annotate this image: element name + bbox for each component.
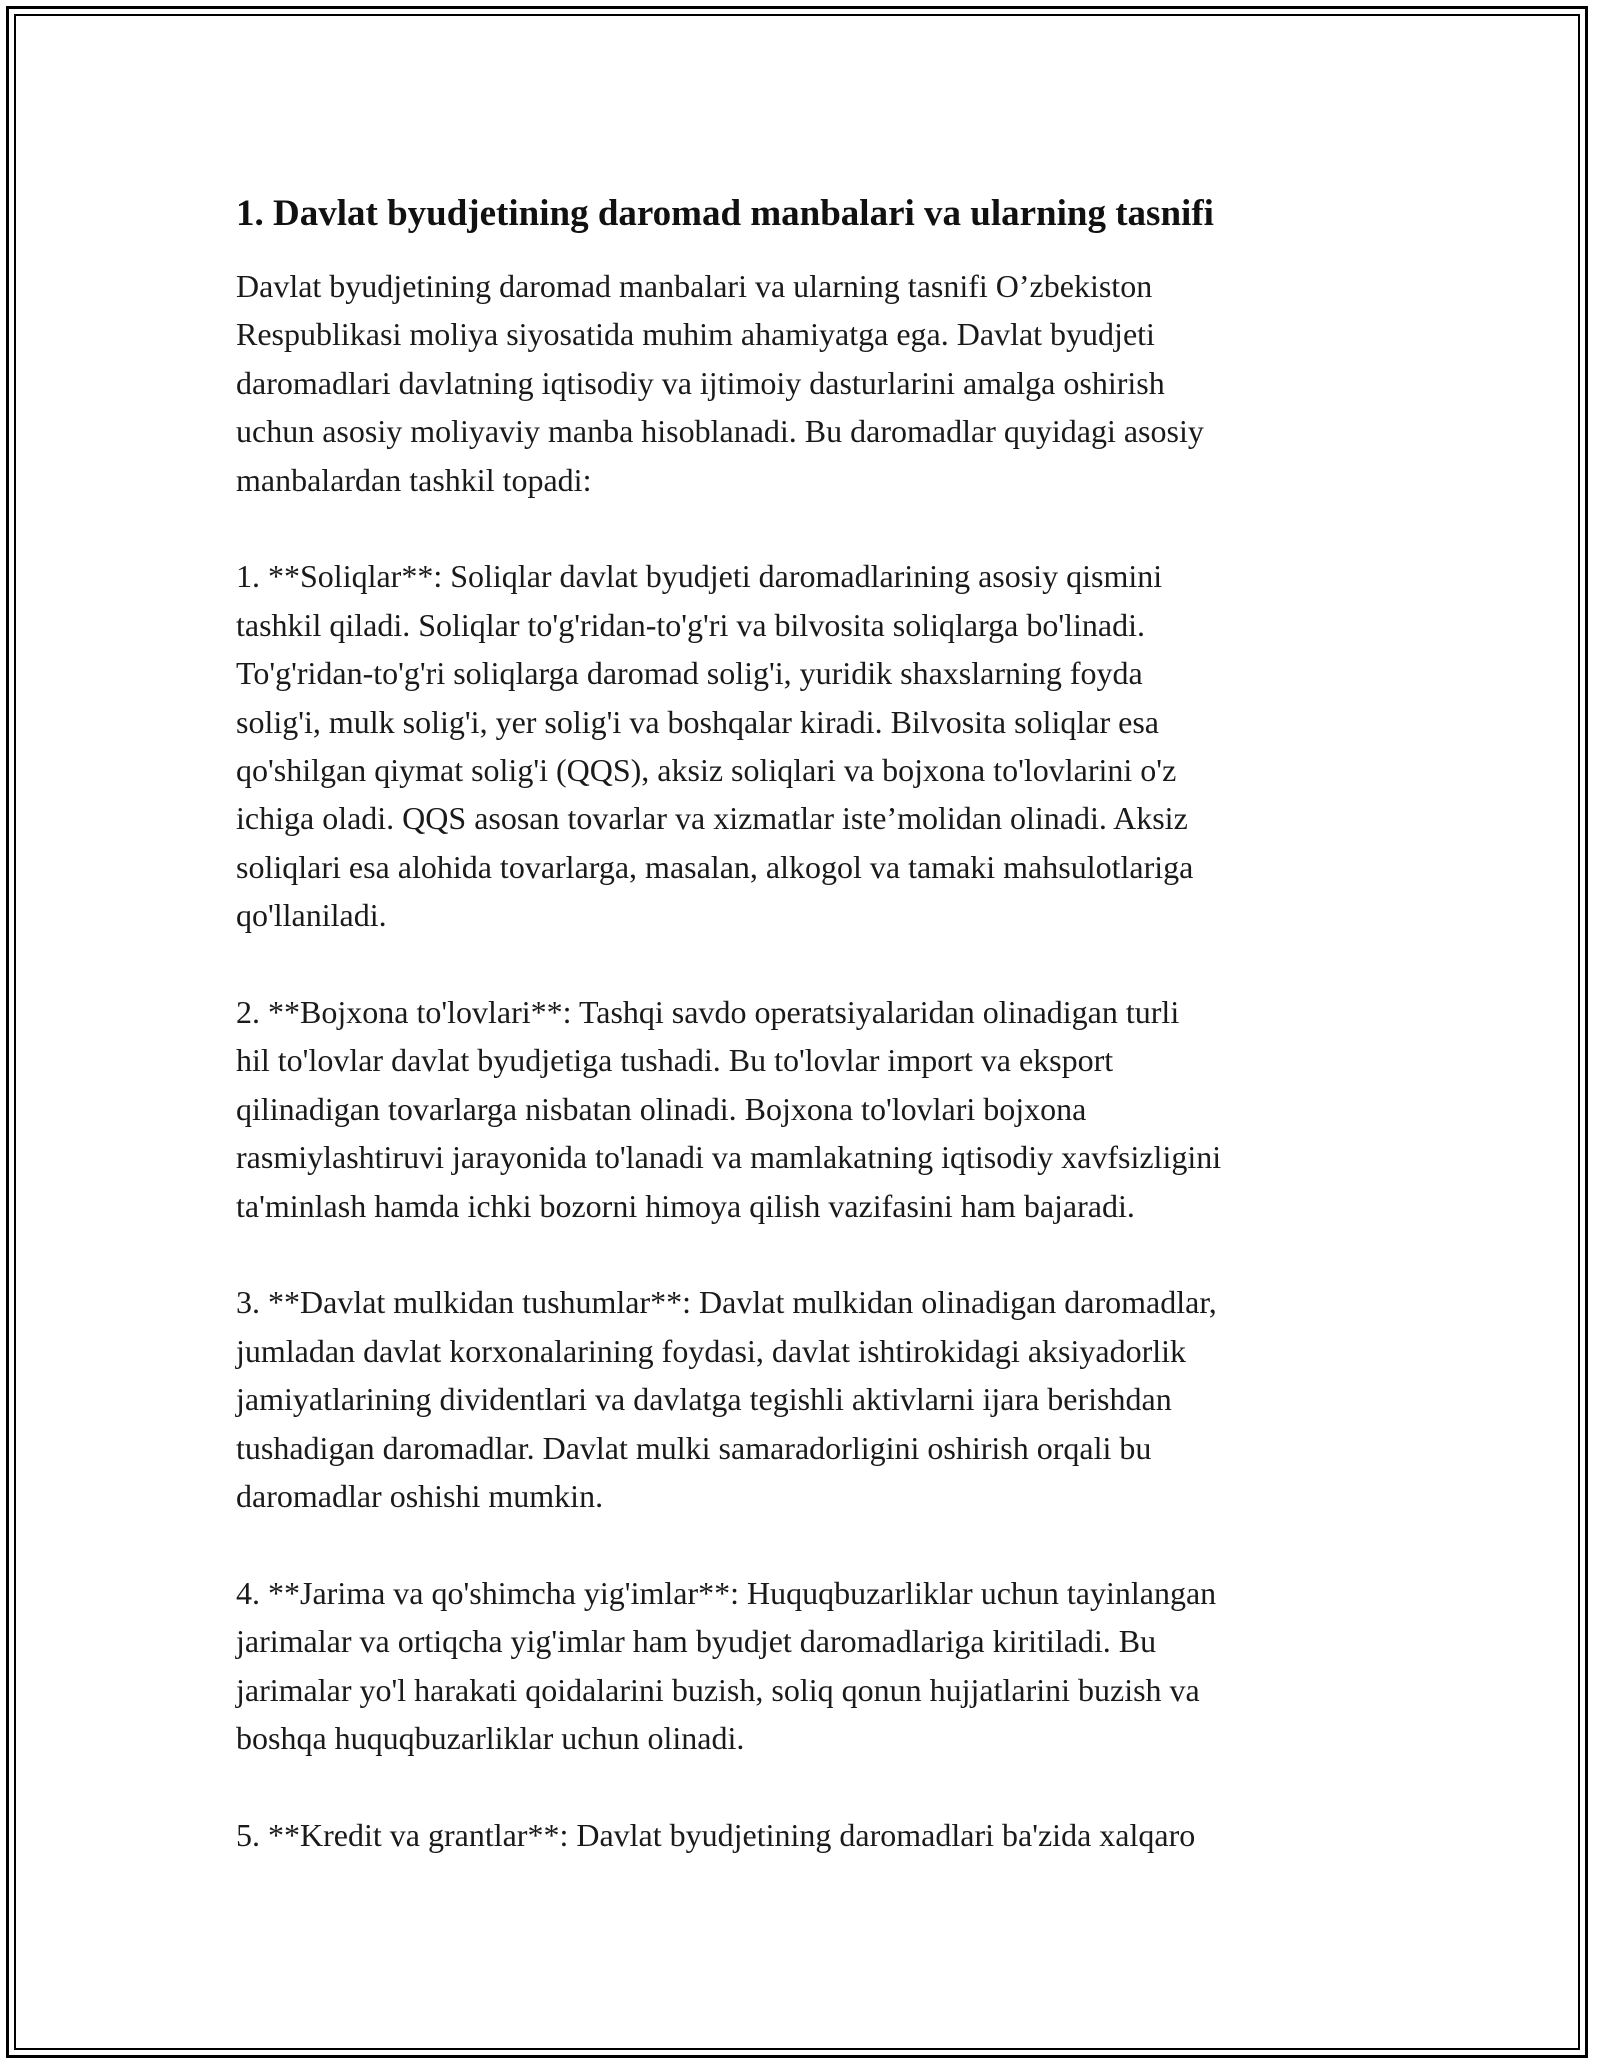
text-line: qilinadigan tovarlarga nisbatan olinadi. Bojxona to'lovlari bojxona: [236, 1090, 1087, 1127]
text-line: manbalardan tashkil topadi:: [236, 461, 592, 498]
text-line: jarimalar yo'l harakati qoidalarini buzish, soliq qonun hujjatlarini buzish va: [236, 1671, 1200, 1708]
paragraph: [236, 262, 1376, 504]
text-line: 3. **Davlat mulkidan tushumlar**: Davlat mulkidan olinadigan daromadlar,: [236, 1284, 1217, 1321]
text-line: hil to'lovlar davlat byudjetiga tushadi. Bu to'lovlar import va eksport: [236, 1042, 1114, 1079]
text-line: Respublikasi moliya siyosatida muhim ahamiyatga ega. Davlat byudjeti: [236, 316, 1155, 353]
text-line: tashkil qiladi. Soliqlar to'g'ridan-to'g'ri va bilvosita soliqlarga bo'linadi.: [236, 606, 1145, 643]
text-line: 1. **Soliqlar**: Soliqlar davlat byudjeti daromadlarining asosiy qismini: [236, 558, 1163, 595]
text-line: daromadlari davlatning iqtisodiy va ijtimoiy dasturlarini amalga oshirish: [236, 364, 1165, 401]
paragraph: [236, 552, 1376, 939]
text-line: 2. **Bojxona to'lovlari**: Tashqi savdo operatsiyalaridan olinadigan turli: [236, 994, 1180, 1031]
paragraph: [236, 1811, 1376, 1859]
text-line: ichiga oladi. QQS asosan tovarlar va xizmatlar iste’molidan olinadi. Aksiz: [236, 800, 1188, 837]
text-line: qo'shilgan qiymat solig'i (QQS), aksiz soliqlari va bojxona to'lovlarini o'z: [236, 752, 1177, 789]
text-line: daromadlar oshishi mumkin.: [236, 1478, 604, 1515]
paragraph-list: [236, 262, 1376, 1859]
text-line: boshqa huquqbuzarliklar uchun olinadi.: [236, 1720, 745, 1757]
text-line: jamiyatlarining dividentlari va davlatga tegishli aktivlarni ijara berishdan: [236, 1381, 1172, 1418]
text-line: jarimalar va ortiqcha yig'imlar ham byudjet daromadlariga kiritiladi. Bu: [236, 1623, 1157, 1660]
paragraph: [236, 1569, 1376, 1763]
section-heading: 1. Davlat byudjetining daromad manbalari va ularning tasnifi: [236, 193, 1214, 234]
text-line: To'g'ridan-to'g'ri soliqlarga daromad solig'i, yuridik shaxslarning foyda: [236, 655, 1143, 692]
text-line: 5. **Kredit va grantlar**: Davlat byudjetining daromadlari ba'zida xalqaro: [236, 1816, 1196, 1853]
text-line: jumladan davlat korxonalarining foydasi, davlat ishtirokidagi aksiyadorlik: [236, 1332, 1186, 1369]
text-line: soliqlari esa alohida tovarlarga, masalan, alkogol va tamaki mahsulotlariga: [236, 848, 1194, 885]
text-line: Davlat byudjetining daromad manbalari va ularning tasnifi O’zbekiston: [236, 268, 1153, 304]
text-line: qo'llaniladi.: [236, 897, 387, 934]
paragraph: [236, 1278, 1376, 1520]
text-line: ta'minlash hamda ichki bozorni himoya qilish vazifasini ham bajaradi.: [236, 1187, 1135, 1224]
text-line: tushadigan daromadlar. Davlat mulki samaradorligini oshirish orqali bu: [236, 1429, 1152, 1466]
paragraph: [236, 988, 1376, 1230]
text-line: 4. **Jarima va qo'shimcha yig'imlar**: Huquqbuzarliklar uchun tayinlangan: [236, 1574, 1217, 1611]
text-line: solig'i, mulk solig'i, yer solig'i va boshqalar kiradi. Bilvosita soliqlar esa: [236, 703, 1159, 740]
text-line: uchun asosiy moliyaviy manba hisoblanadi. Bu daromadlar quyidagi asosiy: [236, 413, 1204, 450]
document-body: [236, 188, 1376, 1908]
text-line: rasmiylashtiruvi jarayonida to'lanadi va mamlakatning iqtisodiy xavfsizligini: [236, 1139, 1222, 1176]
